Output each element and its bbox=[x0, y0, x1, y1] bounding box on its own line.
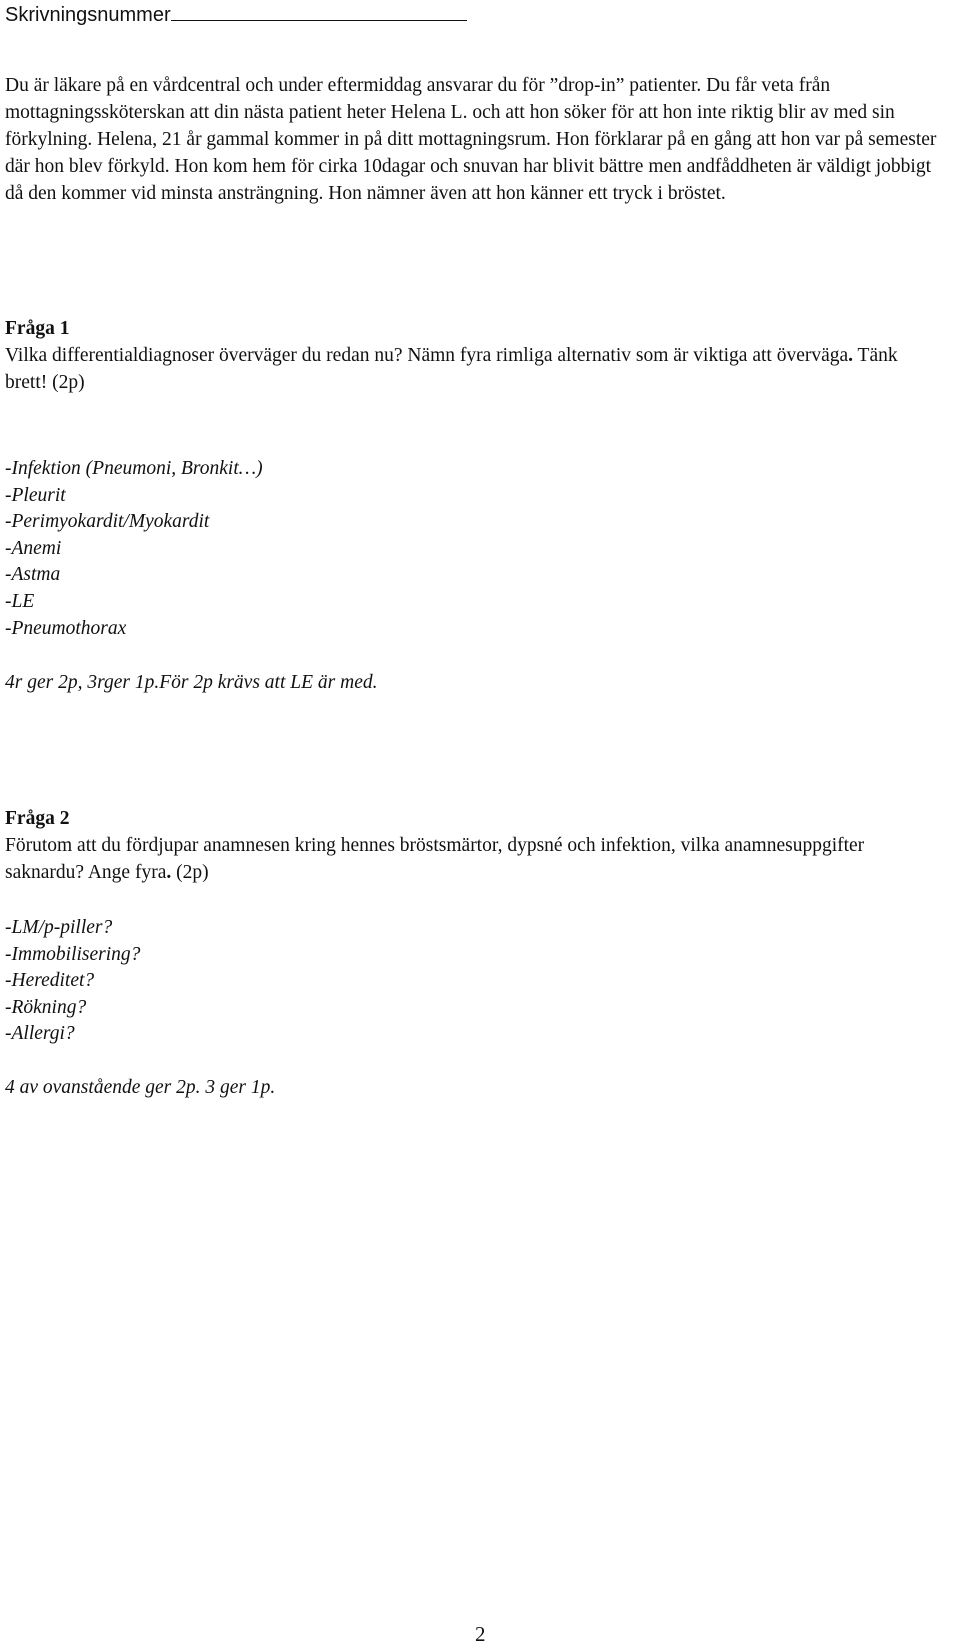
exam-number-label: Skrivningsnummer bbox=[5, 4, 171, 26]
list-item: -Allergi? bbox=[5, 1023, 75, 1045]
list-item: -Pleurit bbox=[5, 484, 66, 506]
list-item: -Immobilisering? bbox=[5, 943, 141, 965]
list-item: -Hereditet? bbox=[5, 970, 95, 992]
question-1-title: Fråga 1 bbox=[5, 318, 70, 339]
question-2-title: Fråga 2 bbox=[5, 808, 70, 829]
list-item: -Pneumothorax bbox=[5, 617, 127, 639]
exam-number-blank bbox=[171, 2, 467, 21]
list-item: -Anemi bbox=[5, 537, 62, 559]
question-1-period: . bbox=[848, 345, 854, 366]
case-intro: Du är läkare på en vårdcentral och under eftermiddag ansvarar du för ”drop-in” patienter. Du får veta från mottagningssköterskan att din nästa patient heter Helena L. och att hon söker för att hon inte riktig blir av med sin förkylning. Helena, 21 år gammal kommer in på ditt mottagningsrum. Hon förklarar på en gång att hon var på semester där hon blev förkyld. Hon kom hem för cirka 10dagar och snuvan har blivit bättre men andfåddheten är väldigt jobbigt då den kommer vid minsta ansträngning. Hon nämner även att hon känner ett tryck i bröstet. bbox=[5, 75, 937, 204]
list-item: -Perimyokardit/Myokardit bbox=[5, 511, 210, 533]
question-1-text-tail: Tänk brett! (2p) bbox=[5, 345, 898, 393]
question-1 bbox=[5, 315, 940, 396]
question-1-text-main: Vilka differentialdiagnoser överväger du redan nu? Nämn fyra rimliga alternativ som är viktiga att överväga bbox=[5, 345, 849, 366]
list-item: -Astma bbox=[5, 564, 61, 586]
page-number: 2 bbox=[475, 1622, 486, 1646]
list-item: -LE bbox=[5, 590, 35, 612]
question-2-text-tail: (2p) bbox=[171, 862, 209, 883]
question-1-answer-list bbox=[5, 456, 263, 642]
question-2 bbox=[5, 805, 940, 886]
question-1-text bbox=[5, 342, 940, 396]
header bbox=[5, 2, 467, 27]
list-item: -Infektion (Pneumoni, Bronkit…) bbox=[5, 458, 263, 479]
list-item: -LM/p-piller? bbox=[5, 917, 113, 938]
list-item: -Rökning? bbox=[5, 996, 87, 1018]
question-2-period: . bbox=[166, 862, 172, 883]
question-1-grading: 4r ger 2p, 3rger 1p.För 2p krävs att LE är med. bbox=[5, 672, 378, 693]
question-2-answer-list bbox=[5, 915, 140, 1048]
question-2-text-main: Förutom att du fördjupar anamnesen kring hennes bröstsmärtor, dypsné och infektion, vilka anamnesuppgifter saknardu? Ange fyra bbox=[5, 835, 865, 883]
question-2-text bbox=[5, 832, 940, 886]
question-2-grading: 4 av ovanstående ger 2p. 3 ger 1p. bbox=[5, 1077, 276, 1098]
